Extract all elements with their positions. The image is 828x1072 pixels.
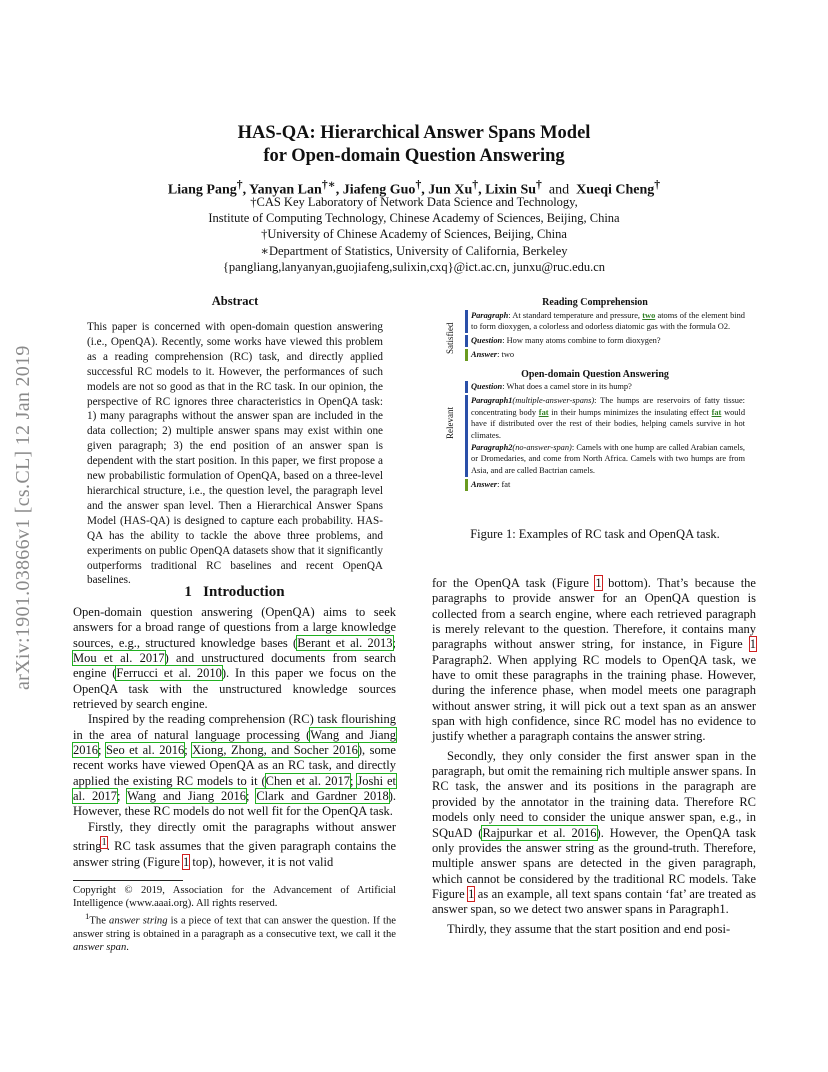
- abstract-text: This paper is concerned with open-domain question answering (i.e., OpenQA). Recently, some works have viewed this problem as a reading comprehension (RC) task, and directly applied successful RC models to it. However, the performances of such models are not so good as that in the RC task. In our opinion, the perspective of RC ignores three characteristics in OpenQA task: 1) many paragraphs without the answer span are included in the data collection; 2) multiple answer spans may exist within one given paragraph; 3) the end position of an answer span is dependent with the start position. In this paper, we first propose a new probabilistic formulation of OpenQA, based on a three-level hierarchical structure, i.e., the question level, the paragraph level and the answer span level. Then a Hierarchical Answer Spans Model (HAS-QA) is designed to capture each probability. HAS-QA has the ability to tackle the above three problems, and experiments on public OpenQA datasets show that it significantly outperforms traditional RC baselines and recent OpenQA baselines.: [87, 321, 383, 587]
- copyright-note: Copyright © 2019, Association for the Advancement of Artificial Intelligence (www.aaai.org). All rights reserved.: [73, 885, 396, 910]
- right-paragraph-3: Thirdly, they assume that the start position and end posi-: [447, 921, 731, 936]
- footnote-1: $^1$The answer string is a piece of text that can answer the question. If the answer string is obtained in a paragraph as a consecutive text, we call it the answer span.: [73, 911, 396, 954]
- author-name: Jiafeng Guo: [342, 182, 416, 198]
- arxiv-stamp: arXiv:1901.03866v1 [cs.CL] 12 Jan 2019: [12, 345, 34, 690]
- affiliations: [0, 194, 828, 275]
- openqa-paragraph-2: Paragraph2(no-answer-span): Camels with one hump are called Arabian camels, or Dromedaries, and come from North Africa. Camels with two humps are from Asia, and are called Bactrian camels.: [465, 442, 745, 477]
- citation-link[interactable]: Wang and Jiang 2016: [73, 727, 396, 758]
- citation-link[interactable]: Rajpurkar et al. 2016: [482, 825, 597, 840]
- figure-1: [445, 297, 745, 509]
- rc-question: Question: How many atoms combine to form dioxygen?: [465, 335, 745, 347]
- author-name: Liang Pang: [167, 182, 237, 198]
- openqa-answer: Answer: fat: [465, 479, 745, 491]
- openqa-title: Open-domain Question Answering: [521, 368, 669, 380]
- citation-link[interactable]: Xiong, Zhong, and Socher 2016: [192, 743, 358, 758]
- and-word: and: [548, 182, 570, 198]
- affiliation-line: †CAS Key Laboratory of Network Data Science and Technology,: [250, 195, 578, 209]
- left-column-body: [73, 605, 396, 870]
- section-title: Introduction: [203, 584, 285, 600]
- right-paragraph-2: Secondly, they only consider the first answer span in the paragraph, but omit the remaining rich multiple answer spans. In RC task, the answer and its positions in the paragraph are provided by the annotator in the training data. Therefore RC models only need to consider the unique answer span, e.g., in SQuAD (Rajpurkar et al. 2016). However, the OpenQA task only provides the answer string as the ground-truth. Therefore, multiple answer spans are detected in the given paragraph, which cannot be considered by the traditional RC models. Take Figure 1 as an example, all text spans contain ‘fat’ are treated as answer span, so we detect two answer spans in Paragraph1.: [432, 748, 757, 917]
- citation-link[interactable]: Seo et al. 2016: [105, 743, 185, 758]
- paper-title: [0, 122, 828, 168]
- blue-bar: [465, 381, 468, 393]
- citation-link[interactable]: Clark and Gardner 2018: [256, 789, 389, 804]
- relevant-label: Relevant: [445, 407, 455, 440]
- footnotes: [73, 884, 396, 955]
- author-name: Yanyan Lan: [249, 182, 322, 198]
- figure-link[interactable]: 1: [468, 886, 475, 901]
- green-bar: [465, 479, 468, 491]
- affiliation-line: ∗Department of Statistics, University of California, Berkeley: [260, 243, 568, 258]
- rc-answer: Answer: two: [465, 349, 745, 361]
- citation-link[interactable]: Berant et al. 2013: [297, 635, 393, 650]
- figure-link[interactable]: 1: [595, 576, 602, 590]
- footnote-rule: [73, 880, 183, 881]
- right-paragraph-1: for the OpenQA task (Figure 1 bottom). That’s because the paragraphs to provide answer for an OpenQA question is collected from a search engine, where each retrieved paragraph is merely relevant to the question. Therefore, it contains many paragraphs without answer string, for instance, in Figure 1 Paragraph2. When applying RC models to OpenQA task, we have to omit these paragraphs in the training phase. However, during the inference phase, when model meets one paragraph without answer string, it will pick out a text span as an answer span with high confidence, since RC model has no evidence to justify whether a paragraph contains the answer string.: [432, 576, 756, 744]
- citation-link[interactable]: Joshi et al. 2017: [73, 773, 396, 804]
- figure-link[interactable]: 1: [749, 637, 756, 652]
- title-line-1: HAS-QA: Hierarchical Answer Spans Model: [237, 123, 591, 143]
- email-line: {pangliang,lanyanyan,guojiafeng,sulixin,cxq}@ict.ac.cn, junxu@ruc.edu.cn: [222, 259, 606, 274]
- intro-paragraph-2: Inspired by the reading comprehension (RC) task flourishing in the area of natural language processing (Wang and Jiang 2016; Seo et al. 2016; Xiong, Zhong, and Socher 2016), some recent works have viewed OpenQA as an RC task, and directly applied the existing RC models to it (Chen et al. 2017; Joshi et al. 2017; Wang and Jiang 2016; Clark and Gardner 2018). However, these RC models do not well fit for the OpenQA task.: [73, 712, 396, 819]
- answer-highlight: fat: [538, 407, 549, 417]
- intro-heading: [73, 584, 396, 601]
- author-list: Liang Pang†, Yanyan Lan†∗, Jiafeng Guo†, Jun Xu†, Lixin Su† and Xueqi Cheng†: [167, 178, 661, 198]
- affiliation-line: Institute of Computing Technology, Chinese Academy of Sciences, Beijing, China: [208, 211, 620, 226]
- author-mark: †: [654, 178, 661, 191]
- openqa-block: [445, 381, 745, 490]
- openqa-paragraph-1: Paragraph1(multiple-answer-spans): The humps are reservoirs of fatty tissue: concentrating body fat in their humps minimizes the insulating effect fat would have if distributed over the rest of their bodies, helping camels survive in hot climates.: [465, 395, 745, 442]
- answer-highlight: two: [642, 310, 656, 320]
- answer-highlight: fat: [711, 407, 722, 417]
- satisfied-label: Satisfied: [445, 322, 455, 354]
- footnote-link[interactable]: 1: [101, 837, 107, 849]
- author-name: Jun Xu: [428, 182, 473, 198]
- author-mark: †: [236, 178, 243, 191]
- title-line-2: for Open-domain Question Answering: [263, 146, 565, 166]
- rc-title: Reading Comprehension: [542, 297, 648, 308]
- right-column-body: [432, 576, 756, 937]
- figure-caption: Figure 1: Examples of RC task and OpenQA task.: [470, 527, 720, 541]
- affiliation-line: †University of Chinese Academy of Sciences, Beijing, China: [261, 227, 567, 242]
- green-bar: [465, 349, 468, 361]
- section-number: 1: [184, 584, 192, 600]
- openqa-question: Question: What does a camel store in its hump?: [465, 381, 745, 393]
- figure-link[interactable]: 1: [183, 854, 190, 869]
- citation-link[interactable]: Mou et al. 2017: [73, 651, 165, 666]
- citation-link[interactable]: Chen et al. 2017: [265, 773, 350, 788]
- abstract-heading: Abstract: [211, 294, 259, 308]
- blue-bar: [465, 442, 468, 477]
- author-name: Lixin Su: [485, 182, 537, 198]
- intro-paragraph-1: Open-domain question answering (OpenQA) aims to seek answers for a broad range of questions from a large knowledge sources, e.g., structured knowledge bases (Berant et al. 2013; Mou et al. 2017) and unstructured documents from search engine (Ferrucci et al. 2010). In this paper we focus on the OpenQA task with the unstructured knowledge sources retrieved by search engine.: [73, 605, 397, 712]
- intro-paragraph-3: Firstly, they directly omit the paragraphs without answer string$^1$. RC task assumes that the given paragraph contains the answer string (Figure 1 top), however, it is not valid: [73, 819, 396, 869]
- author-mark: †: [415, 178, 422, 191]
- blue-bar: [465, 310, 468, 333]
- blue-bar: [465, 395, 468, 442]
- blue-bar: [465, 335, 468, 347]
- rc-block: [445, 310, 745, 361]
- citation-link[interactable]: Wang and Jiang 2016: [127, 789, 246, 804]
- author-mark: †: [536, 178, 542, 191]
- author-mark: †∗: [321, 178, 336, 191]
- rc-paragraph: Paragraph: At standard temperature and pressure, two atoms of the element bind to form dioxygen, a colorless and odorless diatomic gas with the formula O2.: [465, 310, 745, 333]
- author-name: Xueqi Cheng: [576, 182, 655, 198]
- citation-link[interactable]: Ferrucci et al. 2010: [116, 666, 222, 681]
- author-mark: †: [472, 178, 479, 191]
